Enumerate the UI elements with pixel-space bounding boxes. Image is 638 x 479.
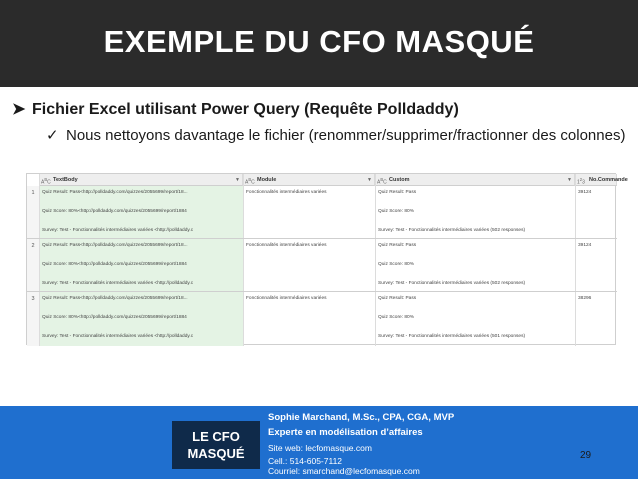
column-divider: [243, 174, 244, 346]
logo: [172, 421, 260, 469]
chevron-down-icon[interactable]: ▼: [567, 177, 572, 183]
author-role: Experte en modélisation d’affaires: [268, 427, 423, 438]
row-number: 1: [27, 186, 39, 238]
textbody-cell[interactable]: Survey: Test - Fonctionnalités intermédiaires variées <http://polldaddy.c: [42, 334, 194, 339]
textbody-cell[interactable]: Quiz Score: 80%<http://polldaddy.com/quizzes/2055699/report/1884: [42, 262, 187, 267]
author-phone: Cell.: 514-605-7112: [268, 456, 343, 466]
textbody-cell[interactable]: Quiz Result: Pass<http://polldaddy.com/quizzes/2055699/report/18...: [42, 243, 188, 248]
textbody-cell[interactable]: Quiz Score: 80%<http://polldaddy.com/quizzes/2055699/report/1884: [42, 315, 187, 320]
custom-cell[interactable]: Quiz Result: Pass: [378, 296, 417, 301]
textbody-cell[interactable]: Survey: Test - Fonctionnalités intermédiaires variées <http://polldaddy.c: [42, 228, 194, 233]
custom-cell[interactable]: Quiz Result: Pass: [378, 190, 417, 195]
column-header-module[interactable]: $A^BC$ Module ▼: [243, 174, 375, 186]
row-divider: [27, 291, 617, 292]
slide-title: EXEMPLE DU CFO MASQUÉ: [103, 24, 535, 59]
bullet-level-2: [46, 126, 626, 145]
column-header-no-commande[interactable]: $1^23$ No.Commande: [575, 174, 617, 186]
custom-cell[interactable]: Quiz Score: 80%: [378, 315, 414, 320]
page-number: 29: [580, 450, 592, 461]
logo-line-1: LE CFO: [192, 429, 240, 444]
column-header-custom[interactable]: $A^BC$ Custom ▼: [375, 174, 575, 186]
column-divider: [575, 174, 576, 346]
module-cell[interactable]: Fonctionnalités intermédiaires variées: [246, 190, 327, 195]
bullet-level-2-text: Nous nettoyons davantage le fichier (renommer/supprimer/fractionner des colonnes): [66, 127, 626, 144]
column-type-icon: $A^BC$: [377, 177, 387, 186]
no-commande-cell[interactable]: 39124: [578, 243, 592, 248]
arrow-bullet-icon: ➤: [12, 101, 26, 118]
column-type-icon: $1^23$: [577, 177, 585, 186]
textbody-cell[interactable]: Quiz Score: 80%<http://polldaddy.com/quizzes/2055699/report/1884: [42, 209, 187, 214]
custom-cell[interactable]: Survey: Test - Fonctionnalités intermédiaires variées (501 responses): [378, 334, 526, 339]
bullet-level-1-text: Fichier Excel utilisant Power Query (Requête Polldaddy): [32, 101, 459, 118]
chevron-down-icon[interactable]: ▼: [235, 177, 240, 183]
column-divider: [375, 174, 376, 346]
author-email: Courriel: smarchand@lecfomasque.com: [268, 466, 420, 476]
custom-cell[interactable]: Quiz Score: 80%: [378, 209, 414, 214]
checkmark-bullet-icon: ✓: [46, 127, 59, 144]
no-commande-cell[interactable]: 38296: [578, 296, 592, 301]
chevron-down-icon[interactable]: ▼: [367, 177, 372, 183]
author-name: Sophie Marchand, M.Sc., CPA, CGA, MVP: [268, 412, 455, 423]
column-divider: [39, 174, 40, 346]
column-type-icon: $A^BC$: [245, 177, 255, 186]
module-cell[interactable]: Fonctionnalités intermédiaires variées: [246, 243, 327, 248]
module-cell[interactable]: Fonctionnalités intermédiaires variées: [246, 296, 327, 301]
row-number: 2: [27, 239, 39, 291]
bullet-level-1: [12, 99, 459, 119]
textbody-cell[interactable]: Quiz Result: Pass<http://polldaddy.com/quizzes/2055699/report/18...: [42, 296, 188, 301]
logo-line-2: MASQUÉ: [187, 446, 245, 461]
no-commande-cell[interactable]: 39124: [578, 190, 592, 195]
column-header-textbody[interactable]: $A^BC$ TextBody ▼: [39, 174, 243, 186]
custom-cell[interactable]: Survey: Test - Fonctionnalités intermédiaires variées (502 responses): [378, 281, 526, 286]
textbody-cell[interactable]: Survey: Test - Fonctionnalités intermédiaires variées <http://polldaddy.c: [42, 281, 194, 286]
row-divider: [27, 238, 617, 239]
custom-cell[interactable]: Quiz Result: Pass: [378, 243, 417, 248]
custom-cell[interactable]: Survey: Test - Fonctionnalités intermédiaires variées (502 responses): [378, 228, 526, 233]
textbody-cell[interactable]: Quiz Result: Pass<http://polldaddy.com/quizzes/2055699/report/18...: [42, 190, 188, 195]
custom-cell[interactable]: Quiz Score: 80%: [378, 262, 414, 267]
row-number: 3: [27, 292, 39, 346]
power-query-table: [26, 173, 628, 345]
author-website: Site web: lecfomasque.com: [268, 443, 372, 453]
column-type-icon: $A^BC$: [41, 177, 51, 186]
